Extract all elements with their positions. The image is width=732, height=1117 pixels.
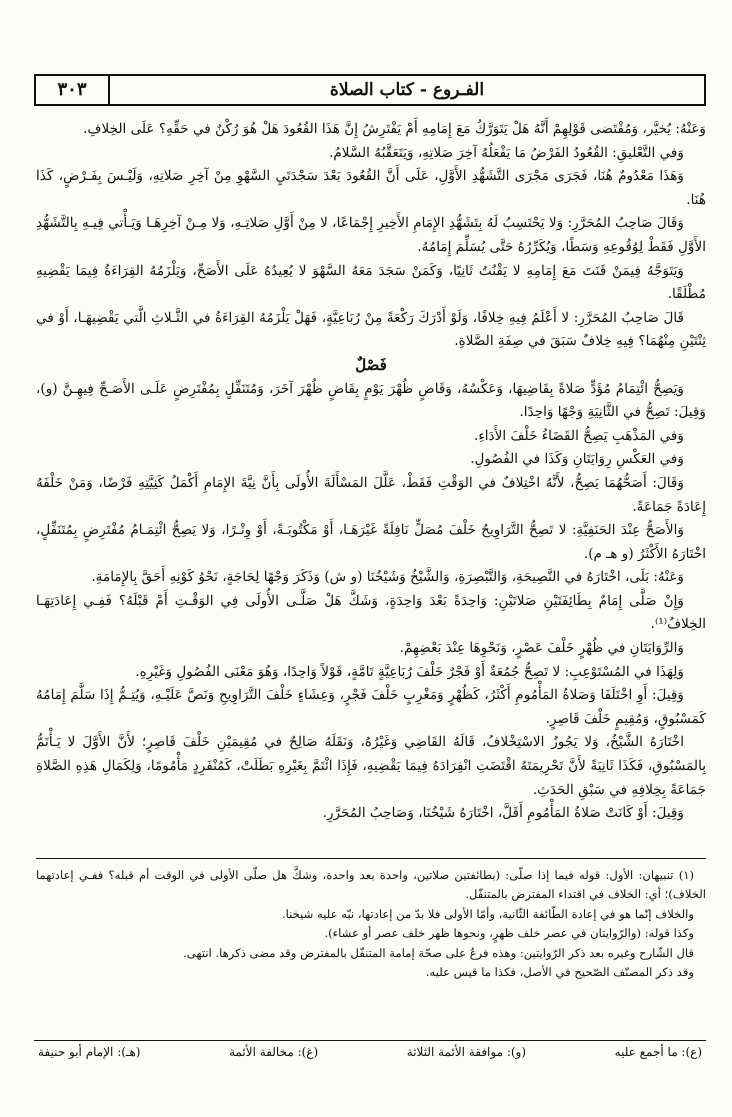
- paragraph: وَفي التَّعْليقِ: القُعُودُ الفَرْضُ مَا يَفْعَلُهُ آخِرَ صَلاتِهِ، وَيَتَعَقَّبُهُ السَّلامُ.: [329, 144, 684, 161]
- main-text: [36, 118, 706, 826]
- legend-item: (و): موافقة الأئمة الثلاثة: [406, 1045, 527, 1059]
- footnotes: [36, 866, 706, 982]
- paragraph: وَعَنْهُ: يُخيَّر، وَمُقْتَضى قَوْلِهِمْ أَنَّهُ هَلْ يَتَوَرَّكُ مَعَ إِمَامِهِ أَمْ يَفْتَرِشُ إِنَّ هَذَا القُعُودَ هَلْ هُوَ رُكْنٌ في حَقِّهِ؟ عَلَى الخِلافِ.: [83, 121, 706, 137]
- footnote: (١) تنبيهان: الأول: قوله فيما إذا صلّى: (بطائفتين صلاتين، واحدة بعد واحدة، وشكَّ هل صلّى الأولى في الوقت أم قبله؟ ففـي إعادتهما الخلاف)؛ أي: الخلاف في اقتداء المفترض بالمتنفّل.: [36, 868, 706, 902]
- footnote: والخلاف إنّما هو في إعادة الطّائفة الثّانية، وأمّا الأولى فلا بدّ من إعادتها، نبّه عليه شيخنا.: [281, 906, 694, 921]
- paragraph: وَقَالَ صَاحِبُ المُحَرَّرِ: وَلا يَحْتَسِبُ لَهُ بِتَشَهُّدِ الإِمَامِ الأَخِيرِ إِجْمَاعًا، لا مِنْ أَوَّلِ صَلاتِـهِ، وَلا مِـنْ آخِرِهَـا وَيَـأْتي فِيـهِ بِالتَّشَهُّدِ الأَوَّلِ فَقَطْ لِوُقُوعِهِ وَسَطًا، وَيُكَرِّرُهُ حَتَّى يُسَلِّمَ إِمَامُهُ.: [36, 215, 706, 255]
- paragraph: قَالَ صَاحِبُ المُحَرَّرِ: لا أَعْلَمُ فِيهِ خِلافًا، وَلَوْ أَدْرَكَ رَكْعَةً مِنْ رُبَاعِيَّةٍ، فَهَلْ يَلْزَمُهُ القِرَاءَةُ في الثَّـلاثِ الَّتي يَقْضِيهَـا، أَوْ في ثِنْتَيْنِ مِنْهُمَا؟ فِيهِ خِلافٌ سَبَقَ في صِفَةِ الصَّلاةِ.: [36, 309, 706, 350]
- paragraph: وَيَتَوَجَّهُ فِيمَنْ قَنَتَ مَعَ إِمَامِهِ لا يَقْنُتُ ثَانِيًا، وَكَمَنْ سَجَدَ مَعَهُ السَّهْوَ لا يُعِيدُهُ عَلَى الأَصَحِّ، وَيَلْزَمُهُ القِرَاءَةُ فِيمَا يَقْضِيهِ مُطْلَقًا.: [36, 262, 706, 303]
- page-header: [34, 74, 706, 106]
- paragraph: وَيَصِحُّ ائْتِمَامُ مُؤَدٍّ صَلاةً بِقَاضِيهَا، وَعَكْسُهُ، وَقَاضٍ ظُهْرَ يَوْمٍ بِقَاضٍ ظُهْرَ آخَرَ، وَمُتَنَفِّلٍ بِمُفْتَرِضٍ عَلَـى الأَصَـحِّ فِيهِـنَّ (و)، وَقِيلَ: تَصِحُّ في الثَّانِيَةِ وَجْهًا وَاحِدًا.: [36, 380, 706, 421]
- section-heading: فَصْلٌ: [355, 355, 387, 374]
- legend-item: (ع): ما أجمع عليه: [614, 1045, 702, 1059]
- footnote-divider: [36, 858, 706, 859]
- running-title: الفـروع - كتاب الصلاة: [329, 80, 485, 100]
- paragraph: وَقِيلَ: أَوْ كَانَتْ صَلاةُ المَأْمُومِ أَقَلَّ، اخْتَارَهُ شَيْخُنَا، وَصَاحِبُ المُحَرَّرِ.: [322, 805, 684, 822]
- legend-item: (هـ): الإمام أبو حنيفة: [38, 1045, 141, 1059]
- paragraph: وَفي العَكْسِ رِوَايَتَانِ وَكَذَا في الفُصُولِ.: [470, 451, 684, 468]
- paragraph: وَلِهَذَا في المُسْتَوْعِبِ: لا تَصِحُّ جُمُعَةٌ أَوْ فَجْرٌ خَلْفَ رُبَاعِيَّةٍ تَامَّةٍ، قَوْلاً وَاحِدًا، وَهُوَ مَعْنَى الفُصُولِ وَغَيْرِهِ.: [135, 663, 684, 680]
- paragraph: وَهَذَا مَعْدُومٌ هُنَا، فَجَرَى مَجْرَى التَّشَهُّدِ الأَوَّلِ، عَلَى أَنَّ القُعُودَ بَعْدَ سَجْدَتَيِ السَّهْوِ مِنْ آخِرِ صَلاتِهِ، وَلَيْـسَ بِفَـرْضٍ، كَذَا هُنَا.: [36, 168, 706, 208]
- paragraph: وَالرِّوَايَتَانِ في ظُهْرٍ خَلْفَ عَصْرٍ، وَنَحْوِهَا عِنْدَ بَعْضِهِمْ.: [399, 640, 684, 657]
- abbreviation-legend: [34, 1040, 706, 1064]
- paragraph: وَقِيلَ: أَوِ اخْتَلَفَا وَصَلاةُ المَأْمُومِ أَكْثَرُ، كَظُهْرٍ وَمَغْرِبٍ خَلْفَ فَجْرٍ، وَعِشَاءٍ خَلْفَ التَّرَاوِيحِ وَنَصَّ عَلَيْـهِ، وَيُتِـمُّ إِذَا سَلَّمَ إِمَامُهُ كَمَسْبُوقٍ، وَمُقِيمٍ خَلْفَ قَاصِرٍ.: [36, 687, 706, 727]
- paragraph: وَعَنْهُ: بَلَى، اخْتَارَهُ في النَّصِيحَةِ، وَالتَّبْصِرَةِ، وَالشَّيْخُ وَشَيْخُنَا (و ش) وَذَكَرَ وَجْهًا لِحَاجَةٍ، نَحْوُ كَوْنِهِ أَحَقَّ بِالإِمَامَةِ.: [91, 569, 684, 586]
- footnote: قال الشّارح وغيره بعد ذكر الرّوايتين: وهذه فرعٌ على صحّة إمامة المتنفّل بالمفترض وقد مضى ذكرها. انتهى.: [183, 945, 694, 960]
- paragraph: وَالأَصَحُّ عِنْدَ الحَنَفِيَّةِ: لا تَصِحُّ التَّرَاوِيحُ خَلْفَ مُصَلٍّ نَافِلَةً غَيْرَهَـا، أَوْ مَكْتُوبَـةً، أَوْ وِتْـرًا، وَلا يَصِحُّ ائْتِمَـامُ مُفْتَرِضٍ بِمُتَنَفِّلٍ، اخْتَارَهُ الأَكْثَرُ (و هـ م).: [36, 522, 706, 562]
- page-number: ٣٠٣: [36, 76, 110, 104]
- legend-item: (غ): مخالفة الأئمة: [229, 1045, 319, 1059]
- paragraph: وَفي المَذْهَبِ يَصِحُّ القَضَاءُ خَلْفَ الأَدَاءِ.: [474, 427, 684, 444]
- paragraph: وَإِنْ صَلَّى إِمَامٌ بِطَائِفَتَيْنِ صَلاتَيْنِ: وَاحِدَةً بَعْدَ وَاحِدَةٍ، وَشَكَّ هَلْ صَلَّـى الأُولَى فِي الوَقْـتِ أَمْ قَبْلَهُ؟ فَفِـي إِعَادَتِهَـا الخِلافُ⁽¹⁾.: [36, 592, 706, 633]
- footnote: وكذا قوله: (والرّوايتان في عصر خلف ظهرٍ، ونحوها ظهر خلف عصر أو عشاء).: [324, 926, 694, 941]
- paragraph: اخْتَارَهُ الشَّيْخُ، وَلا يَجُوزُ الاسْتِخْلافُ، قَالَهُ القَاضِي وَغَيْرُهُ، وَنَقَلَهُ صَالِحٌ في مُقِيمَيْنِ خَلْفَ قَاصِرٍ؛ لأَنَّ الأَوَّلَ لا يَـأْتَمُّ بِالمَسْبُوقِ، فَكَذَا ثَانِيَةً لأَنَّ تَحْرِيمَتَهُ اقْتَضَتِ انْفِرَادَهُ فِيمَا يَقْضِيهِ، فَإِذَا ائْتَمَّ بِغَيْرِهِ بَطَلَتْ، كَمُنْفَرِدٍ مَأْمُومًا، وَلِكَمَالِ هَذِهِ الصَّلاةِ جَمَاعَةً بِخِلافِهِ في سَبْقِ الحَدَثِ.: [36, 734, 706, 798]
- footnote: وقد ذكر المصنّف الصّحيح في الأصل، فكذا ما قيس عليه.: [425, 965, 694, 980]
- paragraph: وَقَالَ: أَصَحُّهُمَا يَصِحُّ، لأَنَّهُ اخْتِلافٌ في الوَقْتِ فَقَطْ، عَلَّلَ المَسْأَلَةَ الأُولَى بِأَنَّ نِيَّةَ الإِمَامِ أَكْمَلُ كَنِيَّتِهِ فَرْضًا، وَمَنْ خَلْفَهُ إِعَادَةً جَمَاعَةً.: [36, 474, 706, 515]
